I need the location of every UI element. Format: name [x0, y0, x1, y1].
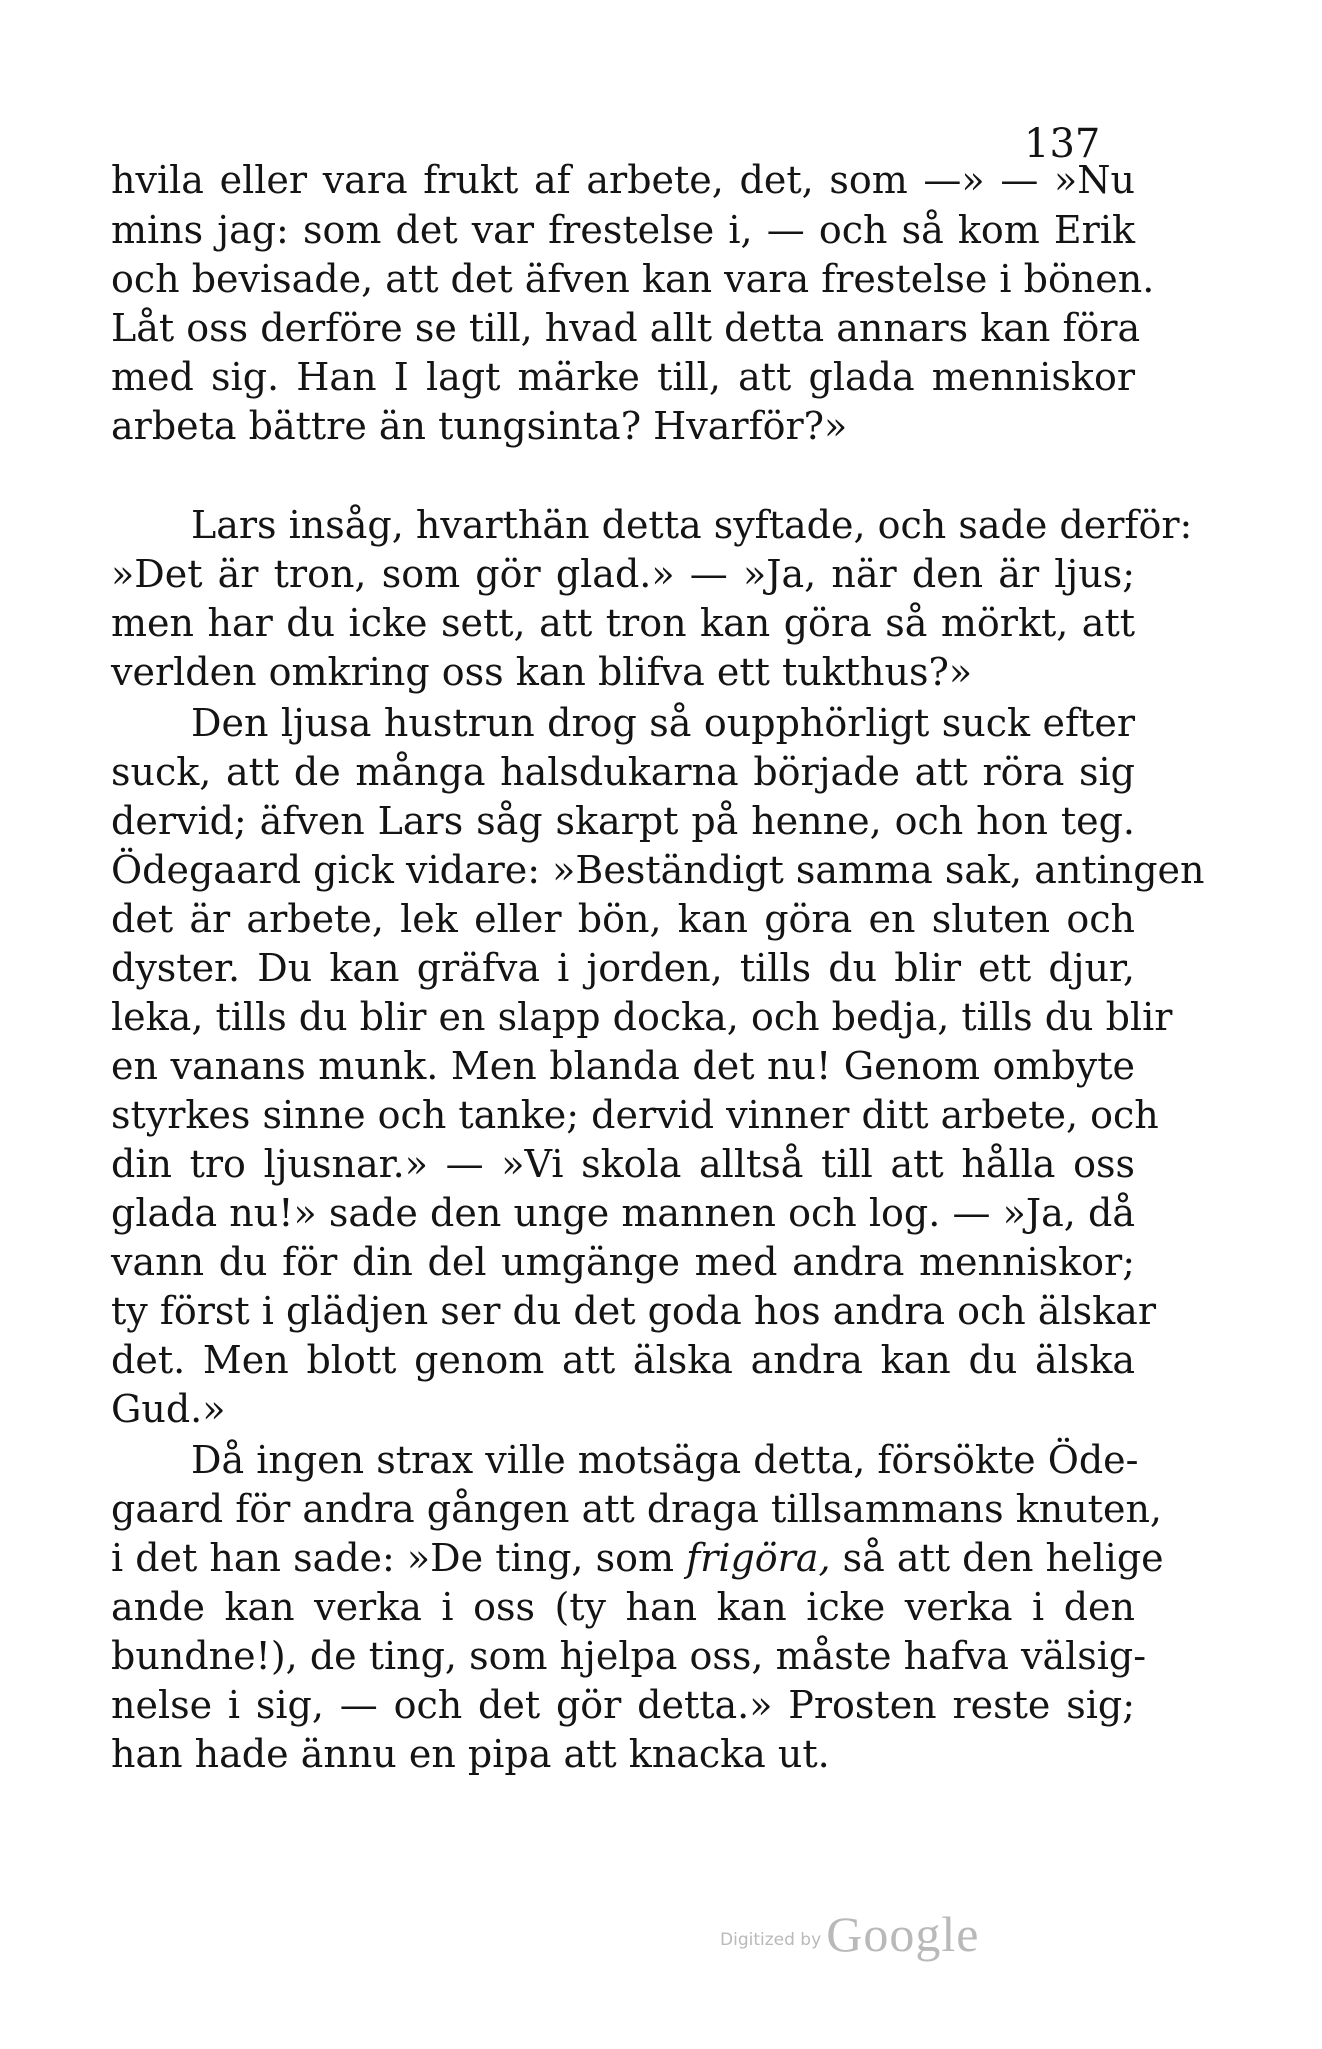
text-line: Ödegaard gick vidare: »Beständigt samma sak, antingen — [111, 848, 1205, 892]
text-line: din tro ljusnar.» — »Vi skola alltså till att hålla oss — [111, 1142, 1135, 1186]
text-line: och bevisade, att det äfven kan vara frestelse i bönen. — [111, 257, 1155, 301]
text-line: Gud.» — [111, 1387, 226, 1431]
emphasized-word: frigöra, — [686, 1536, 831, 1580]
text-line: det är arbete, lek eller bön, kan göra en sluten och — [111, 897, 1135, 941]
text-run: så att den helige — [830, 1536, 1164, 1580]
text-line: bundne!), de ting, som hjelpa oss, måste hafva välsig- — [111, 1634, 1147, 1678]
text-line: arbeta bättre än tungsinta? Hvarför?» — [111, 404, 848, 448]
text-line: leka, tills du blir en slapp docka, och bedja, tills du blir — [111, 995, 1173, 1039]
google-logo: Google — [826, 1906, 980, 1962]
text-line: Den ljusa hustrun drog så oupphörligt suck efter — [191, 701, 1135, 745]
text-line: vann du för din del umgänge med andra menniskor; — [111, 1240, 1135, 1284]
text-line: dervid; äfven Lars såg skarpt på henne, och hon teg. — [111, 799, 1135, 843]
text-line: mins jag: som det var frestelse i, — och så kom Erik — [111, 208, 1135, 252]
text-line: med sig. Han I lagt märke till, att glada menniskor — [111, 355, 1135, 399]
text-line: gaard för andra gången att draga tillsammans knuten, — [111, 1487, 1162, 1531]
digitized-by-watermark — [720, 1905, 1020, 1963]
text-line: ande kan verka i oss (ty han kan icke verka i den — [111, 1585, 1135, 1629]
text-line: styrkes sinne och tanke; dervid vinner ditt arbete, och — [111, 1093, 1159, 1137]
text-line: en vanans munk. Men blanda det nu! Genom ombyte — [111, 1044, 1135, 1088]
text-line: Lars insåg, hvarthän detta syftade, och sade derför: — [191, 503, 1193, 547]
text-line: ty först i glädjen ser du det goda hos andra och älskar — [111, 1289, 1156, 1333]
text-line — [111, 1533, 1164, 1583]
text-line: det. Men blott genom att älska andra kan du älska — [111, 1338, 1135, 1382]
text-line: hvila eller vara frukt af arbete, det, som —» — »Nu — [111, 158, 1135, 202]
page-number: 137 — [1024, 121, 1101, 167]
text-run: i det han sade: »De ting, som — [111, 1536, 687, 1580]
text-line: dyster. Du kan gräfva i jorden, tills du blir ett djur, — [111, 946, 1135, 990]
text-line: suck, att de många halsdukarna började att röra sig — [111, 750, 1135, 794]
text-line: han hade ännu en pipa att knacka ut. — [111, 1732, 830, 1776]
text-line: nelse i sig, — och det gör detta.» Prosten reste sig; — [111, 1683, 1135, 1727]
text-line: Då ingen strax ville motsäga detta, försökte Öde- — [191, 1438, 1139, 1482]
text-line: men har du icke sett, att tron kan göra så mörkt, att — [111, 601, 1135, 645]
text-line: »Det är tron, som gör glad.» — »Ja, när den är ljus; — [111, 552, 1135, 596]
text-line: Låt oss derföre se till, hvad allt detta annars kan föra — [111, 306, 1141, 350]
text-line: verlden omkring oss kan blifva ett tukthus?» — [111, 650, 973, 694]
text-line: glada nu!» sade den unge mannen och log. — »Ja, då — [111, 1191, 1135, 1235]
digitized-by-label: Digitized by — [720, 1930, 822, 1950]
